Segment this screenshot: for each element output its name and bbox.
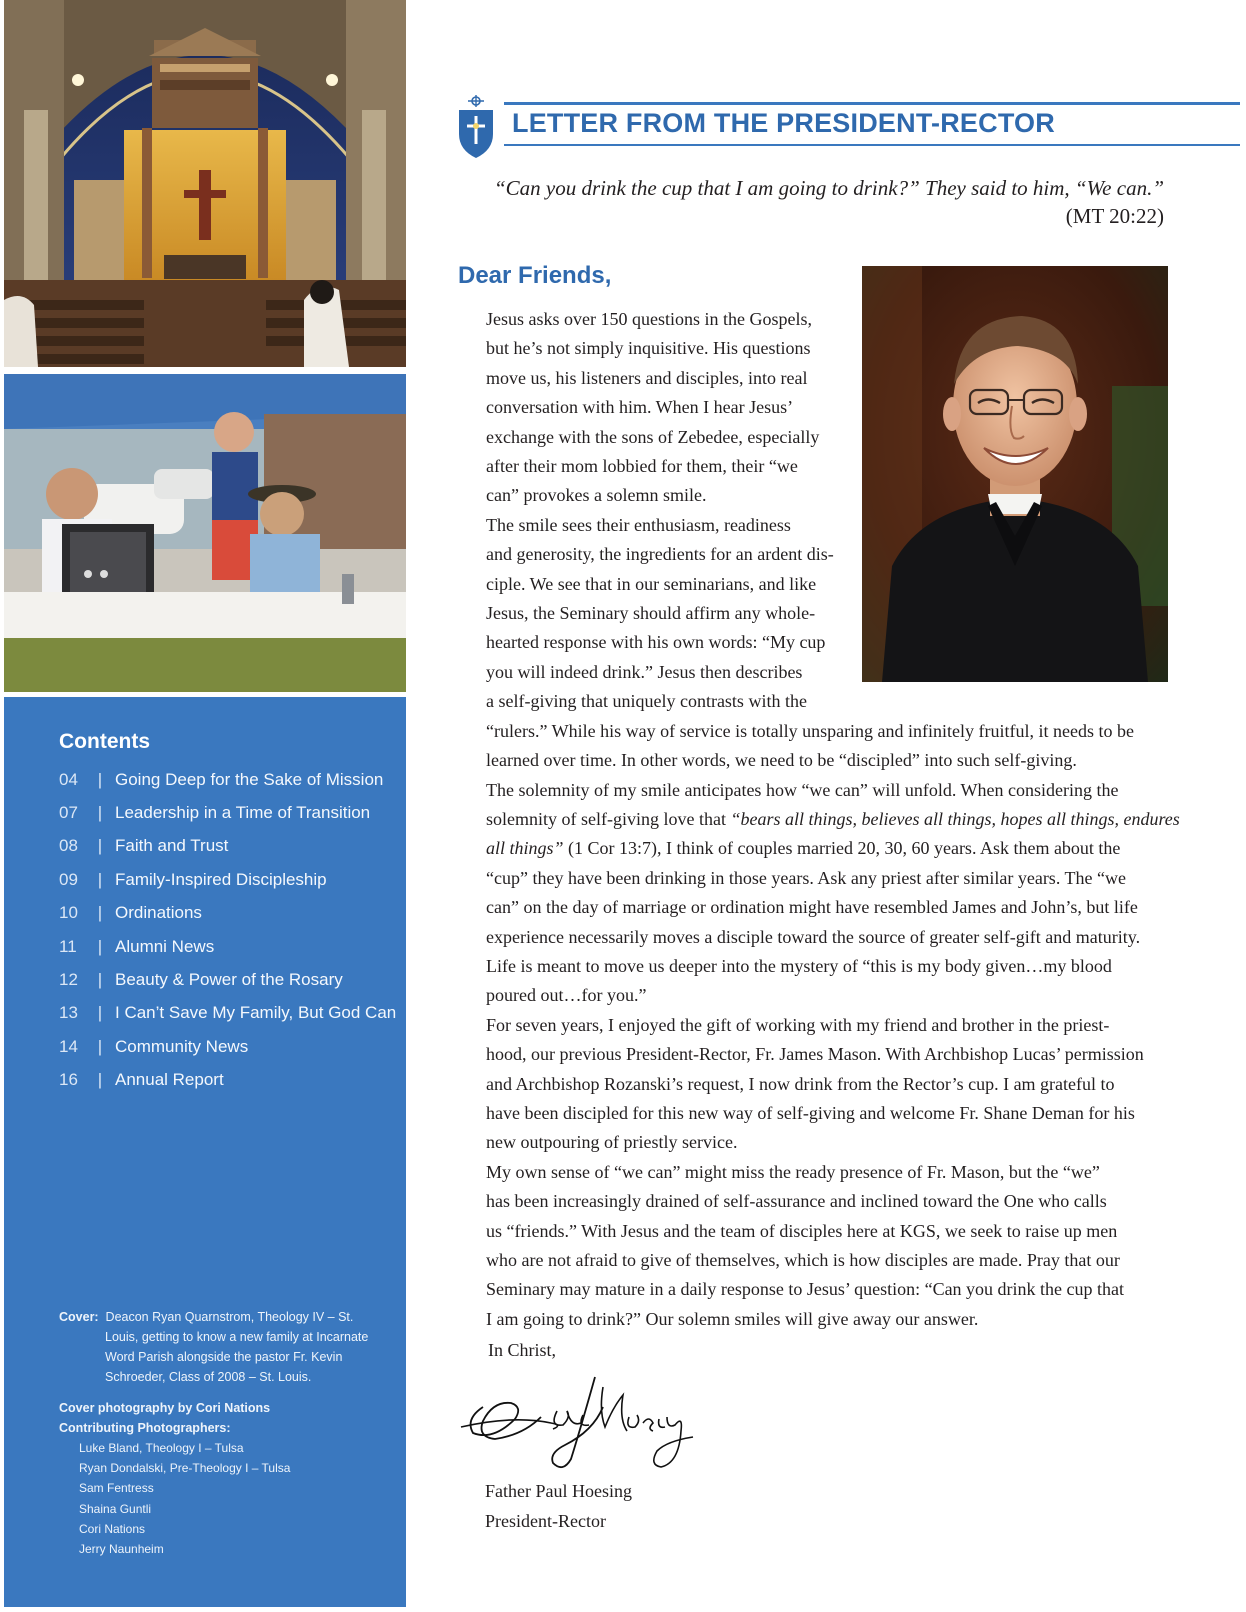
- cover-caption-text: Deacon Ryan Quarnstrom, Theology IV – St. Louis, getting to know a new family at Incarnate Word Parish alongside the pastor Fr. Kevin Schroeder, Class of 2008 – St. Louis.: [105, 1310, 369, 1384]
- text-run: (1 Cor 13:7), I think of couples married 20, 30, 60 years. Ask them about the: [563, 838, 1121, 859]
- letter-paragraph: [458, 1011, 1170, 1158]
- text-line: The solemnity of my smile anticipates how “we can” will unfold. When considering the: [486, 779, 1119, 800]
- text-line: learned over time. In other words, we need to be “discipled” into such self-giving.: [486, 750, 1077, 771]
- text-line: a self-giving that uniquely contrasts with the: [486, 691, 807, 712]
- toc-item[interactable]: [59, 1030, 396, 1063]
- text-line: conversation with him. When I hear Jesus’: [486, 397, 794, 418]
- photographer: Luke Bland, Theology I – Tulsa: [79, 1441, 244, 1455]
- text-line: move us, his listeners and disciples, into real: [486, 367, 808, 388]
- toc-separator: |: [97, 936, 103, 956]
- signoff: In Christ,: [488, 1340, 557, 1360]
- cover-label: Cover:: [59, 1310, 99, 1324]
- text-line: who are not afraid to give of themselves, which is how disciples are made. Pray that our: [486, 1250, 1120, 1270]
- toc-title: Faith and Trust: [115, 836, 229, 856]
- toc-separator: |: [97, 836, 103, 856]
- text-line: “rulers.” While his way of service is totally unsparing and infinitely fruitful, it needs to be: [486, 720, 1134, 741]
- cover-photography-credit: Cover photography by Cori Nations: [59, 1401, 271, 1415]
- toc-item[interactable]: [59, 997, 396, 1030]
- epigraph-quote: “Can you drink the cup that I am going to drink?” They said to him, “We can.”: [493, 176, 1164, 200]
- toc-separator: |: [97, 903, 103, 923]
- outdoor-broadcast-photo: [4, 374, 406, 692]
- chapel-photo: [4, 0, 406, 367]
- toc-page-number: 16: [59, 1070, 78, 1090]
- toc-separator: |: [97, 769, 103, 789]
- toc-item[interactable]: [59, 963, 396, 996]
- toc-page-number: 07: [59, 803, 78, 823]
- toc-title: Ordinations: [115, 903, 202, 923]
- photographer-list: [59, 1438, 389, 1559]
- text-line: I am going to drink?” Our solemn smiles will give away our answer.: [486, 1308, 979, 1329]
- salutation: Dear Friends,: [458, 262, 612, 289]
- toc-page-number: 08: [59, 836, 78, 856]
- table-of-contents: [59, 763, 396, 1097]
- text-line: poured out…for you.”: [486, 985, 647, 1006]
- text-line: My own sense of “we can” might miss the ready presence of Fr. Mason, but the “we”: [486, 1161, 1100, 1182]
- toc-title: I Can’t Save My Family, But God Can: [115, 1003, 397, 1023]
- signer-title: President-Rector: [485, 1511, 606, 1531]
- contents-panel: [4, 697, 406, 1607]
- text-line: have been discipled for this new way of self-giving and welcome Fr. Shane Deman for his: [486, 1102, 1135, 1123]
- header-rule: [504, 102, 1240, 105]
- toc-title: Community News: [115, 1036, 249, 1056]
- letter-paragraph: [458, 305, 1170, 511]
- text-line: hood, our previous President-Rector, Fr. James Mason. With Archbishop Lucas’ permission: [486, 1044, 1144, 1065]
- toc-page-number: 14: [59, 1036, 78, 1056]
- toc-separator: |: [97, 869, 103, 889]
- text-line: Jesus, the Seminary should affirm any whole-: [486, 603, 816, 624]
- toc-item[interactable]: [59, 763, 396, 796]
- toc-page-number: 10: [59, 903, 78, 923]
- toc-item[interactable]: [59, 863, 396, 896]
- letter-body: [458, 305, 1180, 1334]
- text-line: and Archbishop Rozanski’s request, I now drink from the Rector’s cup. I am grateful to: [486, 1073, 1115, 1094]
- text-line: experience necessarily moves a disciple toward the source of greater self-gift and maturity.: [486, 926, 1141, 947]
- contents-title: Contents: [59, 730, 150, 753]
- toc-separator: |: [97, 1070, 103, 1090]
- letter-paragraph: [458, 1158, 1170, 1334]
- toc-page-number: 09: [59, 869, 78, 889]
- photographer: Sam Fentress: [79, 1481, 154, 1496]
- epigraph: [466, 174, 1164, 230]
- toc-separator: |: [97, 1036, 103, 1056]
- toc-title: Annual Report: [115, 1070, 224, 1090]
- left-column: [4, 0, 406, 1612]
- text-line: Jesus asks over 150 questions in the Gospels,: [486, 309, 812, 329]
- toc-title: Going Deep for the Sake of Mission: [115, 769, 384, 789]
- text-line: For seven years, I enjoyed the gift of working with my friend and brother in the priest-: [486, 1014, 1110, 1035]
- epigraph-citation: (MT 20:22): [1065, 204, 1164, 228]
- photo-credits: [59, 1307, 389, 1559]
- photographer: Cori Nations: [79, 1521, 146, 1536]
- toc-item[interactable]: [59, 1064, 396, 1097]
- toc-title: Leadership in a Time of Transition: [115, 803, 371, 823]
- text-line: you will indeed drink.” Jesus then describes: [486, 661, 803, 682]
- text-line: and generosity, the ingredients for an ardent dis-: [486, 544, 834, 565]
- contributing-photographers-title: Contributing Photographers:: [59, 1421, 231, 1435]
- toc-page-number: 12: [59, 970, 78, 990]
- toc-separator: |: [97, 803, 103, 823]
- toc-item[interactable]: [59, 930, 396, 963]
- toc-page-number: 04: [59, 769, 78, 789]
- letter-paragraph: [458, 511, 1170, 776]
- toc-item[interactable]: [59, 830, 396, 863]
- text-line: [458, 834, 1170, 863]
- text-line: can” on the day of marriage or ordination might have resembled James and John’s, but life: [486, 897, 1138, 918]
- text-line: Seminary may mature in a daily response to Jesus’ question: “Can you drink the cup that: [486, 1279, 1125, 1300]
- section-header: [456, 94, 1242, 164]
- signer-name: Father Paul Hoesing: [485, 1481, 632, 1501]
- text-line: [458, 805, 1180, 834]
- scripture-quote: all things”: [486, 838, 564, 859]
- text-line: has been increasingly drained of self-assurance and inclined toward the One who calls: [486, 1191, 1107, 1212]
- toc-page-number: 11: [59, 936, 77, 956]
- cover-caption: [59, 1307, 389, 1387]
- page-title: LETTER FROM THE PRESIDENT-RECTOR: [512, 108, 1055, 138]
- photographer: Jerry Naunheim: [79, 1542, 164, 1557]
- text-line: exchange with the sons of Zebedee, especially: [486, 426, 820, 447]
- toc-separator: |: [97, 1003, 103, 1023]
- photographer: Ryan Dondalski, Pre-Theology I – Tulsa: [79, 1461, 291, 1476]
- text-line: after their mom lobbied for them, their “we: [486, 456, 798, 477]
- text-run: solemnity of self-giving love that: [486, 808, 731, 829]
- text-line: but he’s not simply inquisitive. His questions: [486, 338, 811, 359]
- toc-title: Family-Inspired Discipleship: [115, 869, 327, 889]
- text-line: hearted response with his own words: “My cup: [486, 632, 826, 653]
- toc-item[interactable]: [59, 897, 396, 930]
- seminary-crest-icon: [456, 94, 496, 160]
- text-line: “cup” they have been drinking in those years. Ask any priest after similar years. The “we: [486, 867, 1126, 888]
- letter-paragraph: [458, 776, 1180, 1011]
- toc-title: Alumni News: [115, 936, 215, 956]
- text-line: can” provokes a solemn smile.: [486, 485, 707, 506]
- toc-page-number: 13: [59, 1003, 78, 1023]
- text-line: new outpouring of priestly service.: [486, 1132, 738, 1153]
- toc-separator: |: [97, 970, 103, 990]
- header-rule: [504, 144, 1240, 146]
- signature-image: [453, 1367, 698, 1477]
- toc-title: Beauty & Power of the Rosary: [115, 970, 343, 990]
- text-line: ciple. We see that in our seminarians, and like: [486, 573, 817, 594]
- text-line: The smile sees their enthusiasm, readiness: [486, 514, 791, 535]
- toc-item[interactable]: [59, 796, 396, 829]
- text-line: Life is meant to move us deeper into the mystery of “this is my body given…my blood: [486, 955, 1112, 976]
- photographer: Shaina Guntli: [79, 1501, 152, 1516]
- text-line: us “friends.” With Jesus and the team of disciples here at KGS, we seek to raise up men: [486, 1220, 1118, 1241]
- scripture-quote: “bears all things, believes all things, hopes all things, endures: [730, 808, 1180, 829]
